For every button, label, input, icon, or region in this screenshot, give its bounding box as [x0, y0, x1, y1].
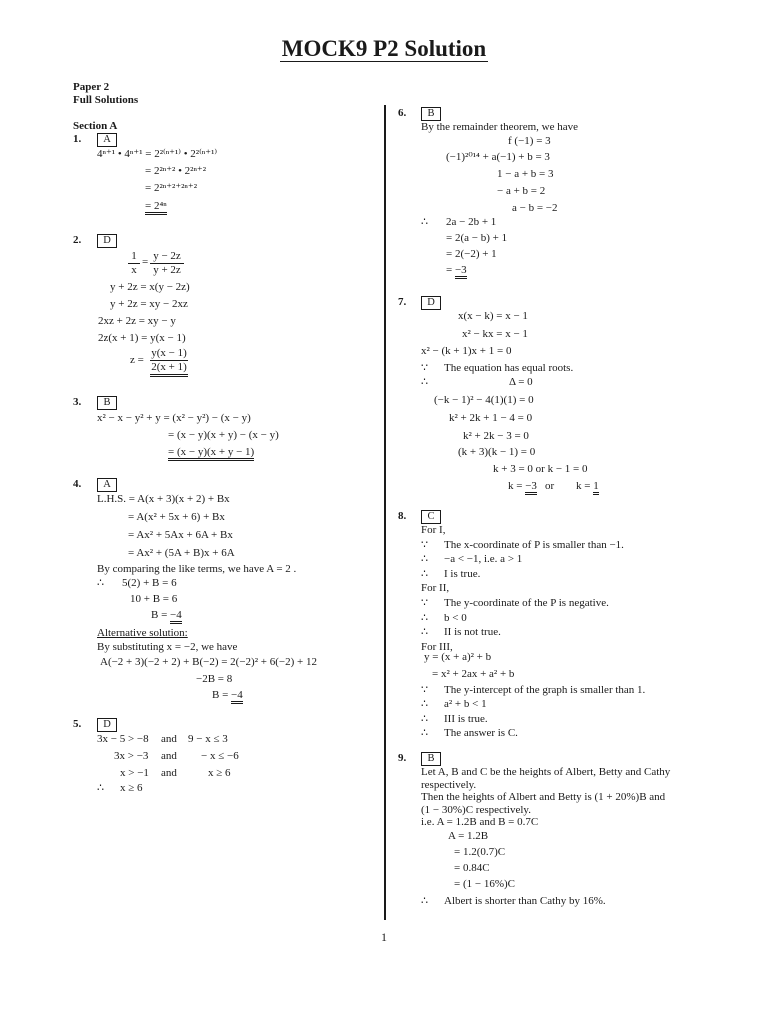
q9-final: Albert is shorter than Cathy by 16%.	[444, 895, 606, 907]
q2-number: 2.	[73, 234, 82, 246]
q4-line-1: L.H.S. = A(x + 3)(x + 2) + Bx	[97, 493, 230, 505]
q8-symbol-8: ∴	[421, 626, 428, 639]
q8-symbol-2: ∵	[421, 538, 428, 551]
q9-line-4: (1 − 30%)C respectively.	[421, 804, 531, 816]
q4-step-1: 5(2) + B = 6	[122, 577, 177, 589]
q4-alt-line: A(−2 + 3)(−2 + 2) + B(−2) = 2(−2)² + 6(−2) + 12	[100, 656, 317, 668]
q7-step-3: k² + 2k + 1 − 4 = 0	[449, 412, 533, 424]
q8-line-5: For II,	[421, 582, 450, 595]
q7-root-b: k = 1	[576, 480, 599, 493]
q3-answer-box: B	[97, 396, 117, 410]
q6-step-3: = 2(−2) + 1	[446, 248, 497, 260]
q7-because: The equation has equal roots.	[444, 362, 574, 374]
section-label: Section A	[73, 120, 118, 132]
q2-fraction-left: $\frac{1}{x}$	[128, 250, 140, 277]
q4-line-4: = Ax² + (5A + B)x + 6A	[128, 547, 235, 559]
page-number: 1	[381, 930, 387, 944]
q6-line-2: (−1)²⁰¹⁴ + a(−1) + b = 3	[446, 151, 550, 163]
q7-answer-box: D	[421, 296, 441, 310]
q8-eq-1: y = (x + a)² + b	[424, 651, 492, 663]
q1-line-3: = 2²ⁿ⁺²⁺²ⁿ⁺²	[145, 182, 197, 194]
q8-answer-box: C	[421, 510, 441, 524]
q8-symbol-7: ∴	[421, 611, 428, 624]
q7-step-4: k² + 2k − 3 = 0	[463, 430, 529, 442]
q2-line-4: 2z(x + 1) = y(x − 1)	[98, 332, 186, 344]
q1-line-1: 4ⁿ⁺¹ • 4ⁿ⁺¹ = 2²⁽ⁿ⁺¹⁾ • 2²⁽ⁿ⁺¹⁾	[97, 148, 218, 160]
q8-tail-symbol-4: ∴	[421, 726, 428, 739]
q8-line-1: For I,	[421, 524, 446, 536]
q6-intro: By the remainder theorem, we have	[421, 121, 578, 133]
q7-line-2: x² − kx = x − 1	[462, 328, 528, 340]
q4-alt-step: −2B = 8	[196, 673, 233, 685]
q4-alt-sub: By substituting x = −2, we have	[97, 641, 238, 653]
q9-line-1: Let A, B and C be the heights of Albert, Betty and Cathy	[421, 766, 671, 778]
q1-answer-box: A	[97, 133, 117, 147]
q7-therefore: ∴	[421, 376, 428, 388]
q5-row-2-and: and	[161, 750, 177, 762]
q5-row-1-and: and	[161, 733, 177, 745]
q5-answer-box: D	[97, 718, 117, 732]
q7-step-1: Δ = 0	[509, 376, 533, 388]
q8-line-9: For III,	[421, 640, 453, 653]
page-title: MOCK9 P2 Solution	[281, 36, 487, 61]
q8-tail-line-1: The y-intercept of the graph is smaller than 1.	[444, 684, 646, 696]
q8-tail-symbol-1: ∵	[421, 684, 428, 696]
q8-symbol-4: ∴	[421, 567, 428, 580]
q3-number: 3.	[73, 396, 82, 408]
q5-therefore: ∴	[97, 782, 104, 794]
q7-line-1: x(x − k) = x − 1	[458, 310, 528, 322]
q4-compare: By comparing the like terms, we have A = 2 .	[97, 563, 297, 575]
q4-number: 4.	[73, 478, 82, 490]
q4-b-value: B = −4	[151, 609, 182, 622]
q7-number: 7.	[398, 296, 407, 308]
q5-number: 5.	[73, 718, 82, 730]
q9-line-3: Then the heights of Albert and Betty is (1 + 20%)B and	[421, 791, 666, 803]
q5-row-2-a: 3x > −3	[114, 750, 149, 762]
q6-step-2: = 2(a − b) + 1	[446, 232, 508, 244]
q2-line-3: 2xz + 2z = xy − y	[98, 315, 176, 327]
q4-alt-title: Alternative solution:	[97, 627, 188, 639]
q2-answer-box: D	[97, 234, 117, 248]
q5-row-1-b: 9 − x ≤ 3	[188, 733, 228, 745]
q5-row-2-b: − x ≤ −6	[201, 750, 239, 762]
q9-line-2: respectively.	[421, 779, 477, 791]
q8-tail-symbol-2: ∴	[421, 698, 428, 711]
q4-line-2: = A(x² + 5x + 6) + Bx	[128, 511, 225, 523]
q9-step-4: = (1 − 16%)C	[454, 878, 515, 890]
q1-number: 1.	[73, 133, 82, 145]
q8-number: 8.	[398, 510, 407, 522]
q8-line-6: The y-coordinate of the P is negative.	[444, 597, 609, 609]
q7-because-symbol: ∵	[421, 362, 428, 374]
q2-final-fraction: $\frac{y(x - 1)}{2(x + 1)}$	[150, 347, 188, 377]
q8-tail-line-4: The answer is C.	[444, 726, 518, 739]
q1-line-2: = 2²ⁿ⁺² • 2²ⁿ⁺²	[145, 165, 207, 177]
q6-line-3: 1 − a + b = 3	[497, 168, 554, 180]
q8-tail-line-3: III is true.	[444, 712, 488, 725]
q8-tail-line-2: a² + b < 1	[444, 698, 487, 711]
q6-step-1: 2a − 2b + 1	[446, 216, 497, 228]
column-divider	[384, 105, 386, 920]
q2-line-1: y + 2z = x(y − 2z)	[110, 281, 190, 293]
q4-step-2: 10 + B = 6	[130, 593, 178, 605]
q6-answer-box: B	[421, 107, 441, 121]
q4-alt-b-value: B = −4	[212, 689, 243, 702]
q8-symbol-3: ∴	[421, 553, 428, 566]
q6-final: = −3	[446, 264, 467, 277]
q4-line-3: = Ax² + 5Ax + 6A + Bx	[128, 529, 233, 541]
q8-line-7: b < 0	[444, 611, 467, 624]
q3-line-2: = (x − y)(x + y) − (x − y)	[168, 429, 279, 441]
q5-row-1-a: 3x − 5 > −8	[97, 733, 149, 745]
q8-line-4: I is true.	[444, 567, 481, 580]
q8-line-3: −a < −1, i.e. a > 1	[444, 553, 523, 566]
q5-final: x ≥ 6	[120, 782, 143, 794]
q2-z-lhs: z =	[130, 354, 144, 366]
q5-row-3-a: x > −1	[120, 767, 149, 779]
q5-row-3-b: x ≥ 6	[208, 767, 231, 779]
q5-row-3-and: and	[161, 767, 177, 779]
q7-or: or	[545, 480, 555, 492]
q9-answer-box: B	[421, 752, 441, 766]
q9-therefore: ∴	[421, 895, 428, 907]
q6-therefore: ∴	[421, 216, 428, 228]
q6-number: 6.	[398, 107, 407, 119]
q8-line-8: II is not true.	[444, 626, 501, 639]
q4-therefore: ∴	[97, 577, 104, 589]
q6-line-1: f (−1) = 3	[508, 135, 551, 147]
q2-line-2: y + 2z = xy − 2xz	[110, 298, 188, 310]
q7-roots-equations: k + 3 = 0 or k − 1 = 0	[493, 463, 588, 475]
q8-line-2: The x-coordinate of P is smaller than −1.	[444, 538, 624, 551]
q9-line-5: i.e. A = 1.2B and B = 0.7C	[421, 816, 539, 828]
q7-root-a: k = −3	[508, 480, 537, 493]
paper-label: Paper 2	[73, 81, 110, 93]
q8-tail-symbol-3: ∴	[421, 712, 428, 725]
q2-fraction-right: $\frac{y - 2z}{y + 2z}$	[150, 250, 184, 277]
q9-step-1: A = 1.2B	[448, 830, 489, 842]
q4-answer-box: A	[97, 478, 117, 492]
full-solutions-label: Full Solutions	[73, 94, 139, 106]
q7-line-3: x² − (k + 1)x + 1 = 0	[421, 345, 512, 357]
q9-step-3: = 0.84C	[454, 862, 490, 874]
q9-step-2: = 1.2(0.7)C	[454, 846, 506, 858]
q7-step-2: (−k − 1)² − 4(1)(1) = 0	[434, 394, 534, 406]
q3-final: = (x − y)(x + y − 1)	[168, 446, 254, 459]
q8-eq-2: = x² + 2ax + a² + b	[432, 668, 515, 680]
q2-equals: =	[142, 256, 149, 268]
q7-step-5: (k + 3)(k − 1) = 0	[458, 446, 536, 458]
q6-line-4: − a + b = 2	[497, 185, 546, 197]
q8-symbol-6: ∵	[421, 597, 428, 609]
q6-line-5: a − b = −2	[512, 202, 558, 214]
q1-final: = 2⁴ⁿ	[145, 200, 167, 213]
q9-number: 9.	[398, 752, 407, 764]
q3-line-1: x² − x − y² + y = (x² − y²) − (x − y)	[97, 412, 251, 424]
